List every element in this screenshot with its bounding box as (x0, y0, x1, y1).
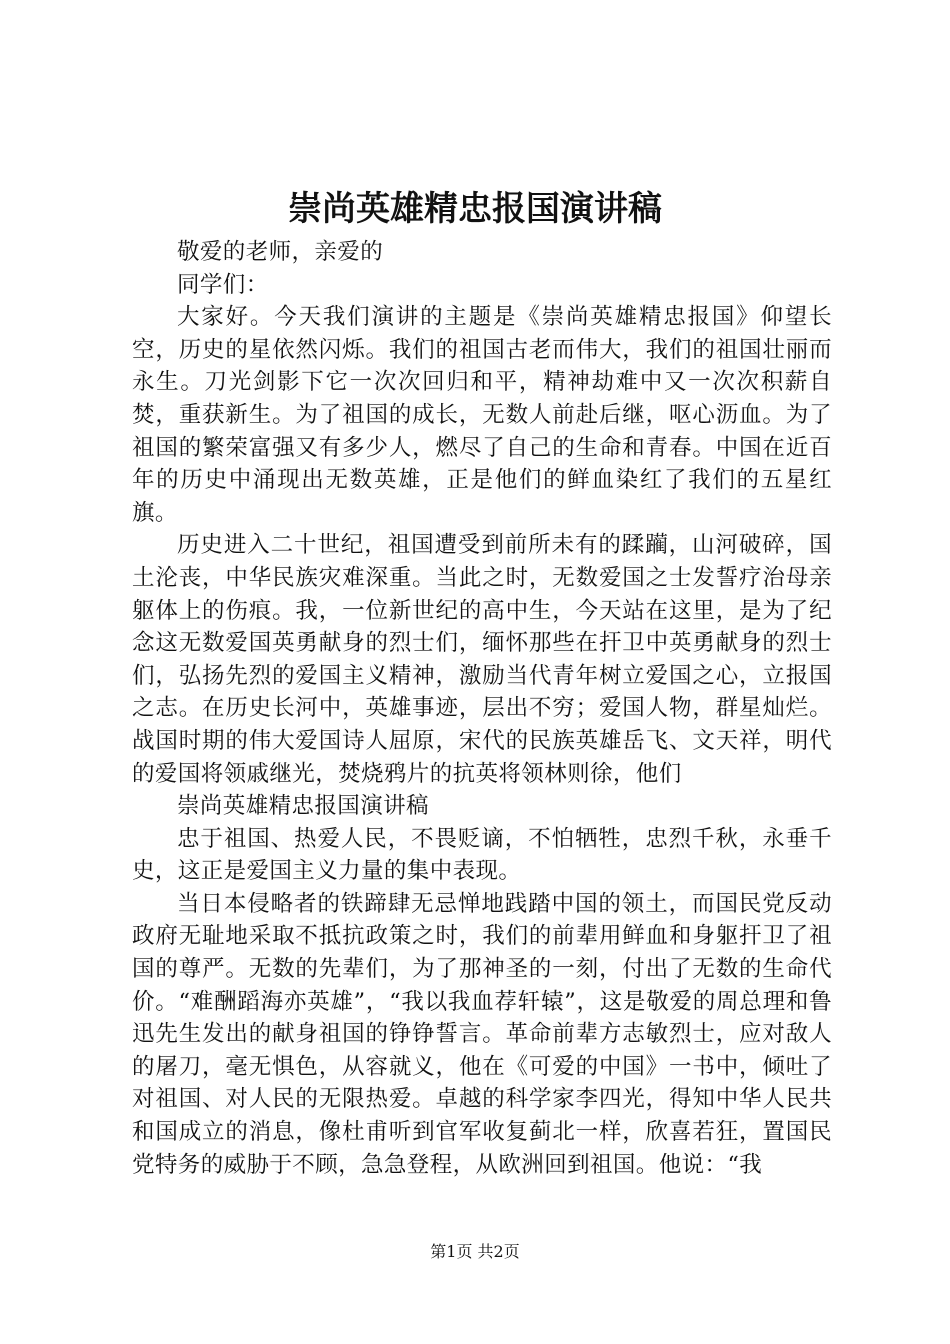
document-body (132, 236, 832, 1181)
paragraph-loyalty: 忠于祖国、热爱人民，不畏贬谪，不怕牺牲，忠烈千秋，永垂千史，这正是爱国主义力量的集中表现。 (132, 825, 832, 885)
paragraph-history: 历史进入二十世纪，祖国遭受到前所未有的蹂躏，山河破碎，国土沦丧，中华民族灾难深重。当此之时，无数爱国之士发誓疗治母亲躯体上的伤痕。我，一位新世纪的高中生，今天站在这里，是为了纪念这无数爱国英勇献身的烈士们，缅怀那些在扞卫中英勇献身的烈士们，弘扬先烈的爱国主义精神，激励当代青年树立爱国之心，立报国之志。在历史长河中，英雄事迹，层出不穷；爱国人物，群星灿烂。战国时期的伟大爱国诗人屈原，宋代的民族英雄岳飞、文天祥，明代的爱国将领戚继光，焚烧鸦片的抗英将领林则徐，他们 (132, 532, 832, 787)
page-footer: 第1页 共2页 (430, 1242, 520, 1261)
salutation-line-2: 同学们： (177, 271, 269, 298)
paragraph-opening: 大家好。今天我们演讲的主题是《崇尚英雄精忠报国》仰望长空，历史的星依然闪烁。我们的祖国古老而伟大，我们的祖国壮丽而永生。刀光剑影下它一次次回归和平，精神劫难中又一次次积薪自焚，重获新生。为了祖国的成长，无数人前赴后继，呕心沥血。为了祖国的繁荣富强又有多少人，燃尽了自己的生命和青春。中国在近百年的历史中涌现出无数英雄，正是他们的鲜血染红了我们的五星红旗。 (132, 304, 832, 526)
document-title: 崇尚英雄精忠报国演讲稿 (288, 189, 662, 229)
paragraph-resistance: 当日本侵略者的铁蹄肆无忌惮地践踏中国的领土，而国民党反动政府无耻地采取不抵抗政策之时，我们的前辈用鲜血和身躯扞卫了祖国的尊严。无数的先辈们，为了那神圣的一刻，付出了无数的生命代价。“难酬蹈海亦英雄”，“我以我血荐轩辕”，这是敬爱的周总理和鲁迅先生发出的献身祖国的铮铮誓言。革命前辈方志敏烈士，应对敌人的屠刀，毫无惧色，从容就义，他在《可爱的中国》一书中，倾吐了对祖国、对人民的无限热爱。卓越的科学家李四光，得知中华人民共和国成立的消息，像杜甫听到官军收复蓟北一样，欣喜若狂，置国民党特务的威胁于不顾，急急登程，从欧洲回到祖国。他说：“我 (132, 890, 832, 1178)
salutation-line-1: 敬爱的老师，亲爱的 (177, 239, 384, 265)
repeated-title-line: 崇尚英雄精忠报国演讲稿 (177, 793, 429, 820)
